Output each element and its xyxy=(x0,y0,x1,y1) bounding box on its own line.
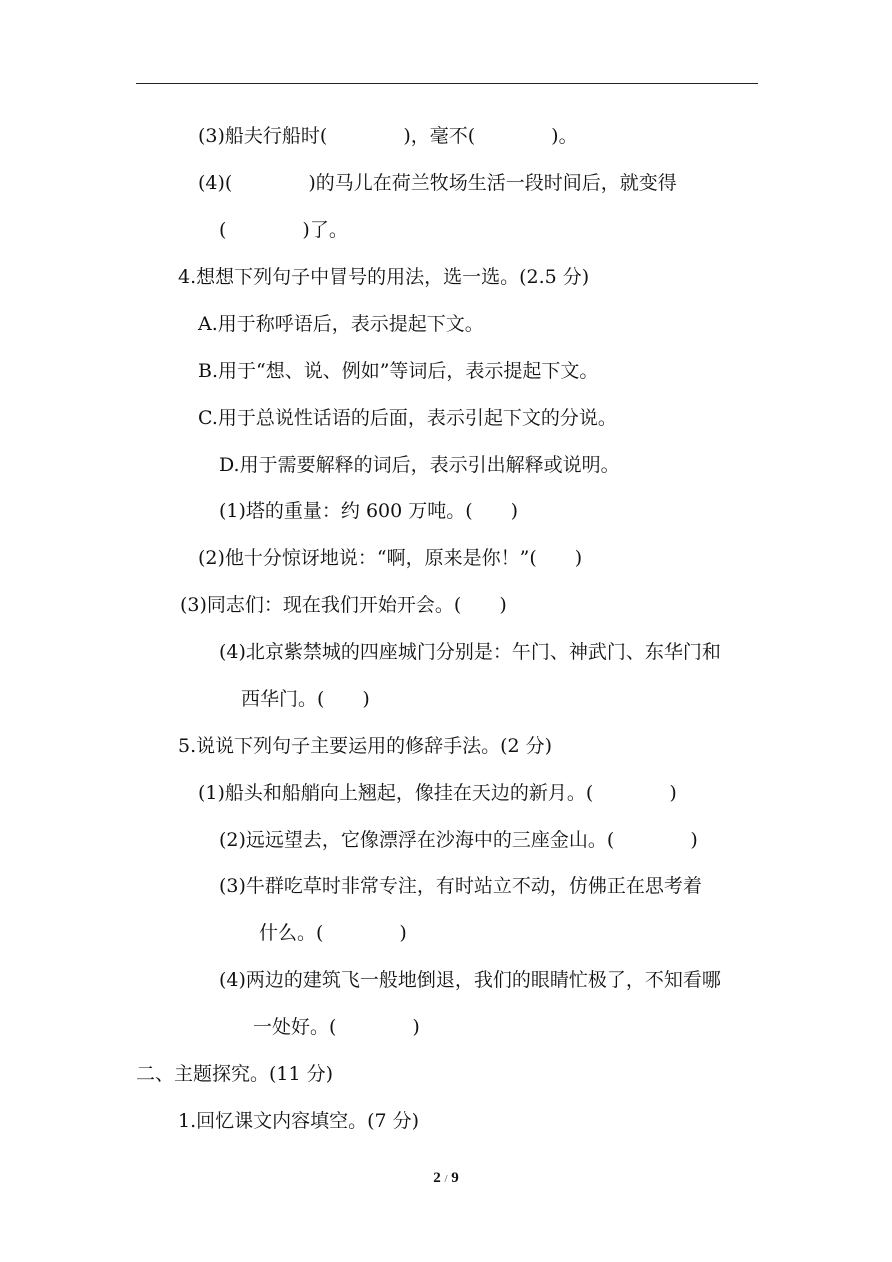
page-separator: / xyxy=(444,1173,448,1185)
colon-sentence-1: (1)塔的重量：约 600 万吨。( ) xyxy=(219,500,519,522)
rhetoric-sentence-4-continued: 一处好。( ) xyxy=(253,1016,420,1038)
colon-sentence-4-continued: 西华门。( ) xyxy=(241,688,370,710)
option-c: C.用于总说性话语的后面，表示引起下文的分说。 xyxy=(198,407,617,429)
option-b: B.用于“想、说、例如”等词后，表示提起下文。 xyxy=(198,360,599,382)
option-d: D.用于需要解释的词后，表示引出解释或说明。 xyxy=(219,454,620,476)
section-2-heading: 二、主题探究。(11 分) xyxy=(136,1063,334,1085)
section-2-question-1: 1.回忆课文内容填空。(7 分) xyxy=(178,1110,420,1132)
question-4-heading: 4.想想下列句子中冒号的用法，选一选。(2.5 分) xyxy=(178,266,590,288)
fill-blank-item-4: (4)( )的马儿在荷兰牧场生活一段时间后，就变得 xyxy=(198,172,677,194)
option-a: A.用于称呼语后，表示提起下文。 xyxy=(198,313,484,335)
header-rule xyxy=(136,83,758,84)
colon-sentence-3: (3)同志们：现在我们开始开会。( ) xyxy=(180,594,507,616)
question-5-heading: 5.说说下列句子主要运用的修辞手法。(2 分) xyxy=(178,735,553,757)
rhetoric-sentence-3-continued: 什么。( ) xyxy=(259,922,407,944)
rhetoric-sentence-2: (2)远远望去，它像漂浮在沙海中的三座金山。( ) xyxy=(219,829,698,851)
fill-blank-item-3: (3)船夫行船时( )，毫不( )。 xyxy=(198,125,578,147)
rhetoric-sentence-4: (4)两边的建筑飞一般地倒退，我们的眼睛忙极了，不知看哪 xyxy=(219,969,721,991)
rhetoric-sentence-3: (3)牛群吃草时非常专注，有时站立不动，仿佛正在思考着 xyxy=(219,875,702,897)
current-page-number: 2 xyxy=(433,1170,441,1186)
page-number xyxy=(0,1168,892,1189)
colon-sentence-4: (4)北京紫禁城的四座城门分别是：午门、神武门、东华门和 xyxy=(219,641,721,663)
rhetoric-sentence-1: (1)船头和船艄向上翘起，像挂在天边的新月。( ) xyxy=(198,782,677,804)
total-pages-number: 9 xyxy=(451,1170,459,1186)
fill-blank-item-4-continued: ( )了。 xyxy=(219,219,348,241)
colon-sentence-2: (2)他十分惊讶地说：“啊，原来是你！”( ) xyxy=(198,547,583,569)
